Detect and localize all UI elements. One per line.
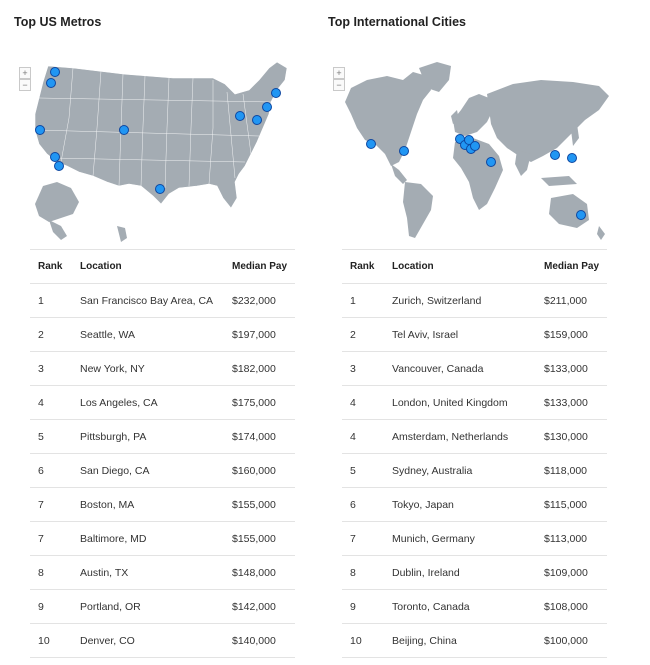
table-row xyxy=(30,590,295,624)
table-header-row xyxy=(30,250,295,284)
location-cell: Austin, TX xyxy=(80,556,230,590)
rank-cell: 8 xyxy=(342,556,392,590)
location-cell: Los Angeles, CA xyxy=(80,386,230,420)
marker-sydney[interactable] xyxy=(577,211,586,220)
table-row xyxy=(30,488,295,522)
rank-cell: 2 xyxy=(30,318,80,352)
south-america-shape xyxy=(403,182,433,238)
table-row xyxy=(30,352,295,386)
world-map[interactable] xyxy=(327,58,627,246)
median-pay-cell: $113,000 xyxy=(542,522,607,556)
rank-cell: 10 xyxy=(342,624,392,658)
table-row xyxy=(342,352,607,386)
marker-portland[interactable] xyxy=(47,79,56,88)
table-row xyxy=(30,454,295,488)
table-row xyxy=(342,590,607,624)
median-pay-cell: $148,000 xyxy=(230,556,295,590)
location-cell: Vancouver, Canada xyxy=(392,352,542,386)
median-pay-cell: $197,000 xyxy=(230,318,295,352)
marker-los-angeles[interactable] xyxy=(51,153,60,162)
location-cell: Seattle, WA xyxy=(80,318,230,352)
median-pay-cell: $118,000 xyxy=(542,454,607,488)
asia-shape xyxy=(487,80,609,162)
us-zoom-in-button[interactable]: + xyxy=(19,67,31,79)
median-pay-cell: $133,000 xyxy=(542,386,607,420)
median-pay-cell: $142,000 xyxy=(230,590,295,624)
location-cell: Beijing, China xyxy=(392,624,542,658)
world-landmasses xyxy=(345,62,609,240)
median-pay-cell: $174,000 xyxy=(230,420,295,454)
rank-cell: 1 xyxy=(342,284,392,318)
rank-cell: 1 xyxy=(30,284,80,318)
marker-austin[interactable] xyxy=(156,185,165,194)
table-row xyxy=(342,386,607,420)
location-cell: Tokyo, Japan xyxy=(392,488,542,522)
us-metros-table xyxy=(30,249,295,658)
marker-boston[interactable] xyxy=(272,89,281,98)
median-pay-cell: $115,000 xyxy=(542,488,607,522)
international-cities-panel xyxy=(327,0,627,665)
median-pay-cell: $160,000 xyxy=(230,454,295,488)
india-shape xyxy=(515,150,531,176)
europe-shape xyxy=(453,94,493,136)
median-pay-cell: $182,000 xyxy=(230,352,295,386)
table-header-row xyxy=(342,250,607,284)
table-row xyxy=(342,420,607,454)
rank-cell: 3 xyxy=(30,352,80,386)
median-pay-cell: $133,000 xyxy=(542,352,607,386)
rank-cell: 5 xyxy=(30,420,80,454)
rank-cell: 7 xyxy=(30,488,80,522)
column-header-location[interactable]: Location xyxy=(80,250,230,284)
median-pay-cell: $155,000 xyxy=(230,488,295,522)
table-row xyxy=(342,454,607,488)
north-america-shape xyxy=(345,72,431,166)
marker-san-francisco[interactable] xyxy=(36,126,45,135)
rank-cell: 6 xyxy=(30,454,80,488)
marker-denver[interactable] xyxy=(120,126,129,135)
median-pay-cell: $155,000 xyxy=(230,522,295,556)
median-pay-cell: $100,000 xyxy=(542,624,607,658)
location-cell: Baltimore, MD xyxy=(80,522,230,556)
median-pay-cell: $232,000 xyxy=(230,284,295,318)
marker-tokyo[interactable] xyxy=(568,154,577,163)
new-zealand-shape xyxy=(597,226,605,240)
location-cell: Denver, CO xyxy=(80,624,230,658)
indonesia-shape xyxy=(541,176,577,186)
marker-san-diego[interactable] xyxy=(55,162,64,171)
marker-beijing[interactable] xyxy=(551,151,560,160)
us-zoom-out-button[interactable]: − xyxy=(19,79,31,91)
median-pay-cell: $159,000 xyxy=(542,318,607,352)
location-cell: Zurich, Switzerland xyxy=(392,284,542,318)
marker-munich[interactable] xyxy=(471,142,480,151)
rank-cell: 8 xyxy=(30,556,80,590)
us-metros-panel xyxy=(13,0,313,665)
table-row xyxy=(30,386,295,420)
location-cell: San Francisco Bay Area, CA xyxy=(80,284,230,318)
world-zoom-in-button[interactable]: + xyxy=(333,67,345,79)
median-pay-cell: $108,000 xyxy=(542,590,607,624)
central-america-shape xyxy=(391,164,407,184)
marker-seattle[interactable] xyxy=(51,68,60,77)
median-pay-cell: $130,000 xyxy=(542,420,607,454)
rank-cell: 7 xyxy=(342,522,392,556)
location-cell: Munich, Germany xyxy=(392,522,542,556)
table-row xyxy=(30,624,295,658)
table-row xyxy=(30,420,295,454)
rank-cell: 4 xyxy=(30,386,80,420)
rank-cell: 3 xyxy=(342,352,392,386)
location-cell: Sydney, Australia xyxy=(392,454,542,488)
median-pay-cell: $109,000 xyxy=(542,556,607,590)
rank-cell: 10 xyxy=(30,624,80,658)
table-row xyxy=(342,318,607,352)
table-row xyxy=(342,284,607,318)
rank-cell: 2 xyxy=(342,318,392,352)
alaska-shape xyxy=(35,182,79,222)
table-row xyxy=(342,556,607,590)
marker-new-york[interactable] xyxy=(263,103,272,112)
table-row xyxy=(30,556,295,590)
location-cell: Portland, OR xyxy=(80,590,230,624)
hawaii-shape xyxy=(117,226,127,242)
location-cell: Dublin, Ireland xyxy=(392,556,542,590)
median-pay-cell: $140,000 xyxy=(230,624,295,658)
location-cell: Tel Aviv, Israel xyxy=(392,318,542,352)
us-map[interactable] xyxy=(13,58,313,246)
table-row xyxy=(342,522,607,556)
column-header-rank[interactable]: Rank xyxy=(30,250,80,284)
rank-cell: 9 xyxy=(342,590,392,624)
table-row xyxy=(342,488,607,522)
location-cell: Toronto, Canada xyxy=(392,590,542,624)
rank-cell: 4 xyxy=(342,386,392,420)
marker-toronto[interactable] xyxy=(400,147,409,156)
us-metros-title: Top US Metros xyxy=(14,15,102,29)
rank-cell: 5 xyxy=(342,454,392,488)
column-header-location[interactable]: Location xyxy=(392,250,542,284)
alaska-peninsula-shape xyxy=(49,220,67,240)
median-pay-cell: $211,000 xyxy=(542,284,607,318)
location-cell: Boston, MA xyxy=(80,488,230,522)
rank-cell: 9 xyxy=(30,590,80,624)
table-row xyxy=(30,284,295,318)
rank-cell: 7 xyxy=(30,522,80,556)
us-map-svg[interactable] xyxy=(13,58,313,246)
world-map-svg[interactable] xyxy=(327,58,627,246)
column-header-rank[interactable]: Rank xyxy=(342,250,392,284)
world-zoom-out-button[interactable]: − xyxy=(333,79,345,91)
rank-cell: 6 xyxy=(342,488,392,522)
marker-vancouver[interactable] xyxy=(367,140,376,149)
international-cities-table xyxy=(342,249,607,658)
location-cell: Pittsburgh, PA xyxy=(80,420,230,454)
table-row xyxy=(30,318,295,352)
location-cell: Amsterdam, Netherlands xyxy=(392,420,542,454)
table-row xyxy=(342,624,607,658)
international-cities-title: Top International Cities xyxy=(328,15,466,29)
column-header-median-pay[interactable]: Median Pay xyxy=(542,250,607,284)
marker-tel-aviv[interactable] xyxy=(487,158,496,167)
table-row xyxy=(30,522,295,556)
marker-pittsburgh[interactable] xyxy=(236,112,245,121)
marker-baltimore[interactable] xyxy=(253,116,262,125)
column-header-median-pay[interactable]: Median Pay xyxy=(230,250,295,284)
rank-cell: 4 xyxy=(342,420,392,454)
location-cell: London, United Kingdom xyxy=(392,386,542,420)
location-cell: New York, NY xyxy=(80,352,230,386)
location-cell: San Diego, CA xyxy=(80,454,230,488)
median-pay-cell: $175,000 xyxy=(230,386,295,420)
